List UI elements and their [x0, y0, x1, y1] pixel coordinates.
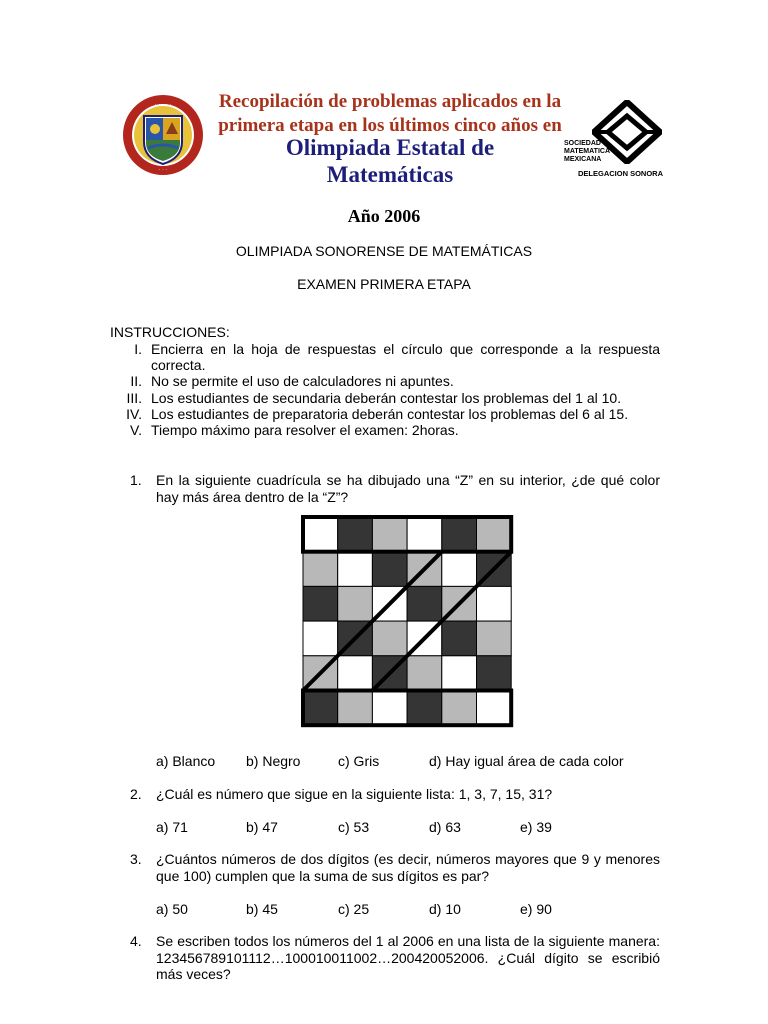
grid-cell [442, 621, 477, 656]
grid-cell [338, 586, 373, 621]
option-b[interactable]: b) 47 [246, 819, 278, 835]
question-3-options [156, 901, 656, 919]
grid-cell [303, 691, 338, 726]
option-e[interactable]: e) 90 [520, 901, 552, 917]
option-c[interactable]: c) 53 [338, 819, 370, 835]
grid-cell [372, 517, 407, 552]
svg-text:· · ·: · · · [158, 167, 168, 173]
question-number: 3. [130, 851, 142, 867]
option-d[interactable]: d) 63 [429, 819, 461, 835]
question-number: 4. [130, 933, 142, 949]
grid-cell [372, 552, 407, 587]
exam-year: Año 2006 [347, 206, 421, 226]
question-2-options [156, 819, 656, 837]
grid-cell [477, 621, 512, 656]
option-e[interactable]: e) 39 [520, 819, 552, 835]
university-seal-icon [122, 94, 204, 176]
grid-cell [442, 552, 477, 587]
instructions-list [110, 341, 660, 438]
grid-cell [303, 621, 338, 656]
instruction-number: III. [126, 389, 142, 406]
question-2 [130, 786, 660, 803]
question-1-options [156, 753, 656, 771]
question-3 [130, 851, 660, 884]
question-number: 1. [130, 472, 142, 488]
grid-cell [303, 517, 338, 552]
option-a[interactable]: a) 71 [156, 819, 188, 835]
grid-cell [407, 691, 442, 726]
instructions-heading: INSTRUCCIONES: [110, 324, 230, 340]
grid-cell [477, 517, 512, 552]
z-grid-figure [300, 514, 514, 728]
exam-subtitle: OLIMPIADA SONORENSE DE MATEMÁTICAS [235, 243, 533, 259]
option-a[interactable]: a) Blanco [156, 753, 216, 769]
instruction-number: II. [130, 373, 142, 390]
grid-cell [477, 656, 512, 691]
header-title [200, 90, 580, 138]
instruction-number: IV. [126, 405, 142, 422]
instruction-number: V. [130, 422, 142, 439]
header-olympiad-line1: Olimpiada Estatal de [285, 135, 495, 160]
grid-cell [303, 586, 338, 621]
svg-text:· · · · ·: · · · · · [154, 102, 172, 108]
instruction-number: I. [134, 341, 142, 357]
header-olympiad-line2: Matemáticas [326, 162, 454, 187]
grid-cell [407, 656, 442, 691]
instruction-text: No se permite el uso de calculadores ni apuntes. [151, 373, 454, 390]
grid-cell [303, 552, 338, 587]
option-b[interactable]: b) 45 [246, 901, 278, 917]
option-b[interactable]: b) Negro [246, 753, 301, 769]
question-text: En la siguiente cuadrícula se ha dibujado una “Z” en su interior, ¿de qué color hay más área dentro de la “Z”? [156, 472, 660, 505]
smm-logo-caption: DELEGACION SONORA [578, 169, 664, 178]
header-olympiad-name [220, 134, 560, 188]
instruction-text: Los estudiantes de preparatoria deberán contestar los problemas del 6 al 15. [151, 405, 629, 422]
option-c[interactable]: c) 25 [338, 901, 370, 917]
grid-cell [442, 656, 477, 691]
question-text: Se escriben todos los números del 1 al 2006 en una lista de la siguiente manera: 123456789101112…100010011002…200420052006. ¿Cuál dígito se escribió más veces? [156, 933, 660, 982]
smm-logo [560, 100, 670, 180]
grid-cell [372, 621, 407, 656]
instruction-text: Los estudiantes de secundaria deberán contestar los problemas del 1 al 10. [151, 389, 622, 406]
grid-cell [442, 691, 477, 726]
grid-cell [338, 691, 373, 726]
grid-cell [338, 656, 373, 691]
instruction-text: Encierra en la hoja de respuestas el círculo que corresponde a la respuesta correcta. [151, 341, 660, 374]
question-number: 2. [130, 786, 142, 802]
grid-cell [338, 517, 373, 552]
instruction-item [110, 406, 660, 422]
grid-cell [407, 586, 442, 621]
grid-cell [372, 691, 407, 726]
question-1 [130, 472, 660, 505]
smm-logo-line3: MEXICANA [564, 156, 602, 163]
option-d[interactable]: d) Hay igual área de cada color [429, 753, 624, 769]
grid-cell [442, 517, 477, 552]
instruction-item [110, 422, 660, 438]
question-4 [130, 933, 660, 983]
instruction-item [110, 373, 660, 389]
question-text: ¿Cuántos números de dos dígitos (es decir, números mayores que 9 y menores que 100) cumplen que la suma de sus dígitos es par? [156, 851, 660, 884]
question-text: ¿Cuál es número que sigue en la siguiente lista: 1, 3, 7, 15, 31? [156, 786, 553, 802]
smm-logo-line2: MATEMATICA [564, 148, 611, 155]
exam-stage: EXAMEN PRIMERA ETAPA [297, 276, 471, 292]
option-c[interactable]: c) Gris [338, 753, 380, 769]
header-title-line1: Recopilación de problemas aplicados en la [218, 91, 562, 112]
option-a[interactable]: a) 50 [156, 901, 188, 917]
instruction-item [110, 390, 660, 406]
smm-logo-line1: SOCIEDAD [564, 140, 601, 147]
grid-cell [338, 552, 373, 587]
option-d[interactable]: d) 10 [429, 901, 461, 917]
grid-cell [477, 586, 512, 621]
grid-cell [477, 691, 512, 726]
grid-cell [407, 517, 442, 552]
instruction-text: Tiempo máximo para resolver el examen: 2horas. [151, 422, 459, 439]
header-title-line2: primera etapa en los últimos cinco años en [218, 115, 562, 136]
instruction-item [110, 341, 660, 373]
